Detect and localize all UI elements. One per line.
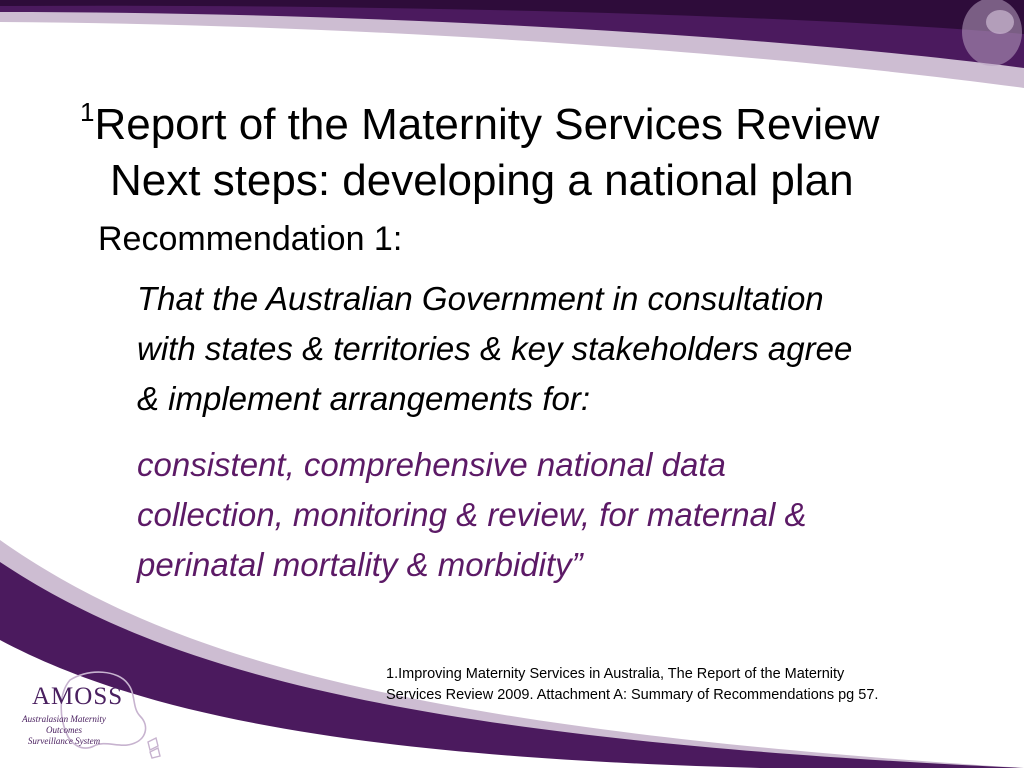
footnote xyxy=(386,664,986,706)
slide-title xyxy=(80,84,1020,209)
recommendation-highlight xyxy=(137,440,997,590)
highlight-line: perinatal mortality & morbidity” xyxy=(137,546,583,583)
logo-subtitle-line: Australasian Maternity Outcomes xyxy=(22,714,106,735)
recommendation-quote xyxy=(137,274,1017,424)
quote-line: That the Australian Government in consultation xyxy=(137,280,824,317)
title-text-1: Report of the Maternity Services Review xyxy=(94,100,880,149)
quote-line: & implement arrangements for: xyxy=(137,380,591,417)
highlight-line: consistent, comprehensive national data xyxy=(137,446,726,483)
footnote-line: 1.Improving Maternity Services in Australia, The Report of the Maternity xyxy=(386,666,845,682)
logo-name: AMOSS xyxy=(32,683,124,710)
highlight-line: collection, monitoring & review, for maternal & xyxy=(137,496,807,533)
logo-subtitle xyxy=(4,714,124,747)
title-line-1 xyxy=(80,84,1020,153)
quote-line: with states & territories & key stakeholders agree xyxy=(137,330,853,367)
title-superscript: 1 xyxy=(80,97,95,127)
recommendation-label: Recommendation 1: xyxy=(98,220,403,258)
title-line-2: Next steps: developing a national plan xyxy=(110,156,854,205)
footnote-line: Services Review 2009. Attachment A: Summary of Recommendations pg 57. xyxy=(386,687,879,703)
baby-silhouette-icon xyxy=(940,0,1024,90)
logo-subtitle-line: Surveillance System xyxy=(27,736,101,746)
